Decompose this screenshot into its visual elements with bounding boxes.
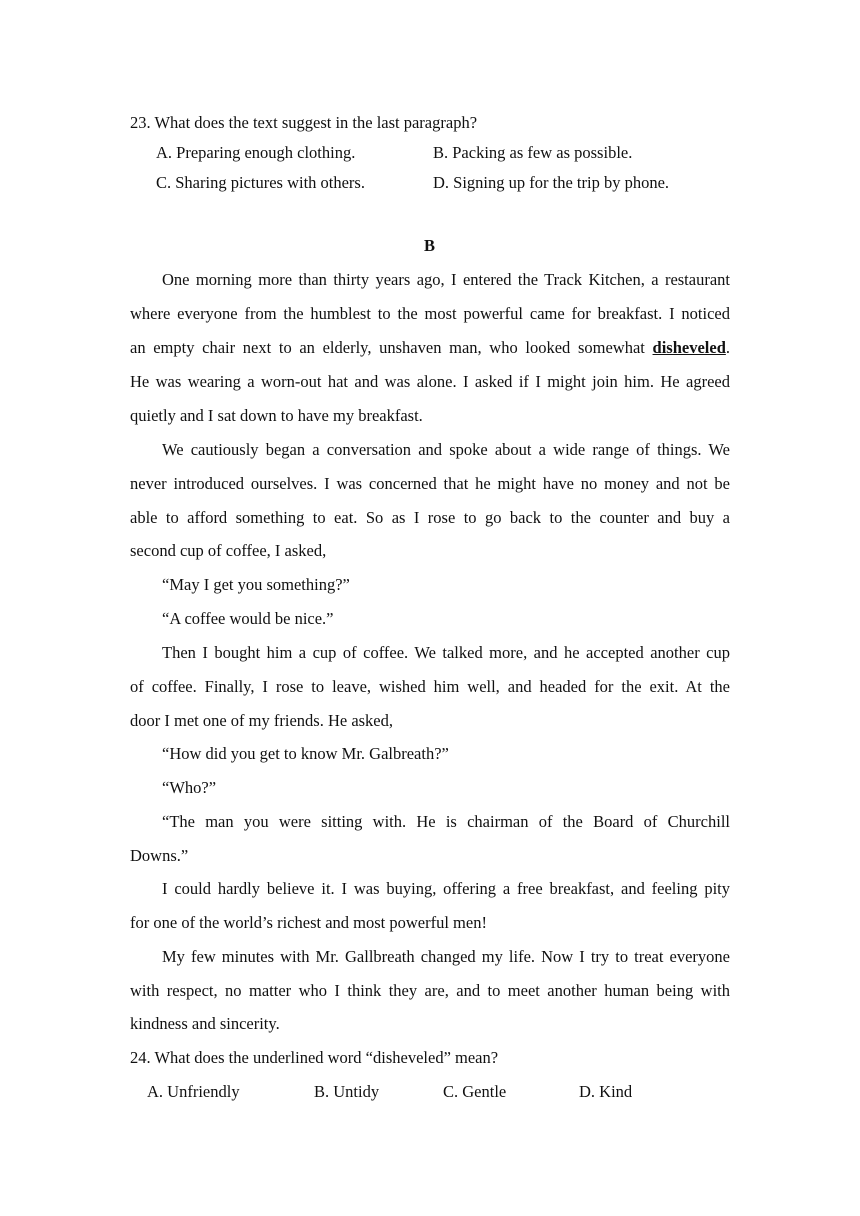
question-24: 24. What does the underlined word “disheveled” mean?: [130, 1048, 499, 1067]
p8-line-1: “The man you were sitting with. He is chairman of the Board of Churchill: [162, 812, 730, 831]
p2-line-4: second cup of coffee, I asked,: [130, 541, 327, 560]
q23-option-d: D. Signing up for the trip by phone.: [433, 173, 670, 192]
p2-line-2: never introduced ourselves. I was concerned that he might have no money and not be: [130, 474, 730, 493]
section-heading: B: [424, 236, 436, 255]
q23-option-c: C. Sharing pictures with others.: [156, 173, 365, 192]
p1-line-5: quietly and I sat down to have my breakfast.: [130, 406, 423, 425]
underlined-keyword: disheveled: [652, 338, 726, 357]
p1-line-1: One morning more than thirty years ago, I entered the Track Kitchen, a restaurant: [162, 270, 730, 289]
p2-line-1: We cautiously began a conversation and spoke about a wide range of things. We: [162, 440, 730, 459]
p2-line-3: able to afford something to eat. So as I rose to go back to the counter and buy a: [130, 508, 730, 527]
q23-option-b: B. Packing as few as possible.: [433, 143, 633, 162]
p10-line-1: My few minutes with Mr. Gallbreath changed my life. Now I try to treat everyone: [162, 947, 730, 966]
dialogue-line: “A coffee would be nice.”: [162, 609, 334, 628]
p5-line-1: Then I bought him a cup of coffee. We talked more, and he accepted another cup: [162, 643, 730, 662]
dialogue-line: “How did you get to know Mr. Galbreath?”: [162, 744, 449, 763]
p1-line-3-end: .: [725, 338, 730, 357]
dialogue-line: “Who?”: [162, 778, 217, 797]
dialogue-line: “May I get you something?”: [162, 575, 350, 594]
q24-option-b: B. Untidy: [314, 1082, 380, 1101]
p1-line-2: where everyone from the humblest to the most powerful came for breakfast. I noticed: [130, 304, 730, 323]
p1-line-3-text: an empty chair next to an elderly, unshaven man, who looked somewhat: [130, 338, 653, 357]
p9-line-1: I could hardly believe it. I was buying, offering a free breakfast, and feeling pity: [162, 879, 730, 898]
p1-line-4: He was wearing a worn-out hat and was alone. I asked if I might join him. He agreed: [130, 372, 730, 391]
p1-line-3: [130, 338, 730, 358]
p5-line-2: of coffee. Finally, I rose to leave, wished him well, and headed for the exit. At the: [130, 677, 730, 696]
p9-line-2: for one of the world’s richest and most powerful men!: [130, 913, 487, 932]
p5-line-3: door I met one of my friends. He asked,: [130, 711, 394, 730]
q24-option-d: D. Kind: [579, 1082, 633, 1101]
p10-line-3: kindness and sincerity.: [130, 1014, 280, 1033]
q24-option-c: C. Gentle: [443, 1082, 507, 1101]
q23-option-a: A. Preparing enough clothing.: [156, 143, 356, 162]
p10-line-2: with respect, no matter who I think they are, and to meet another human being with: [130, 981, 730, 1000]
question-23: 23. What does the text suggest in the last paragraph?: [130, 113, 478, 132]
q24-option-a: A. Unfriendly: [147, 1082, 240, 1101]
p8-line-2: Downs.”: [130, 846, 189, 865]
